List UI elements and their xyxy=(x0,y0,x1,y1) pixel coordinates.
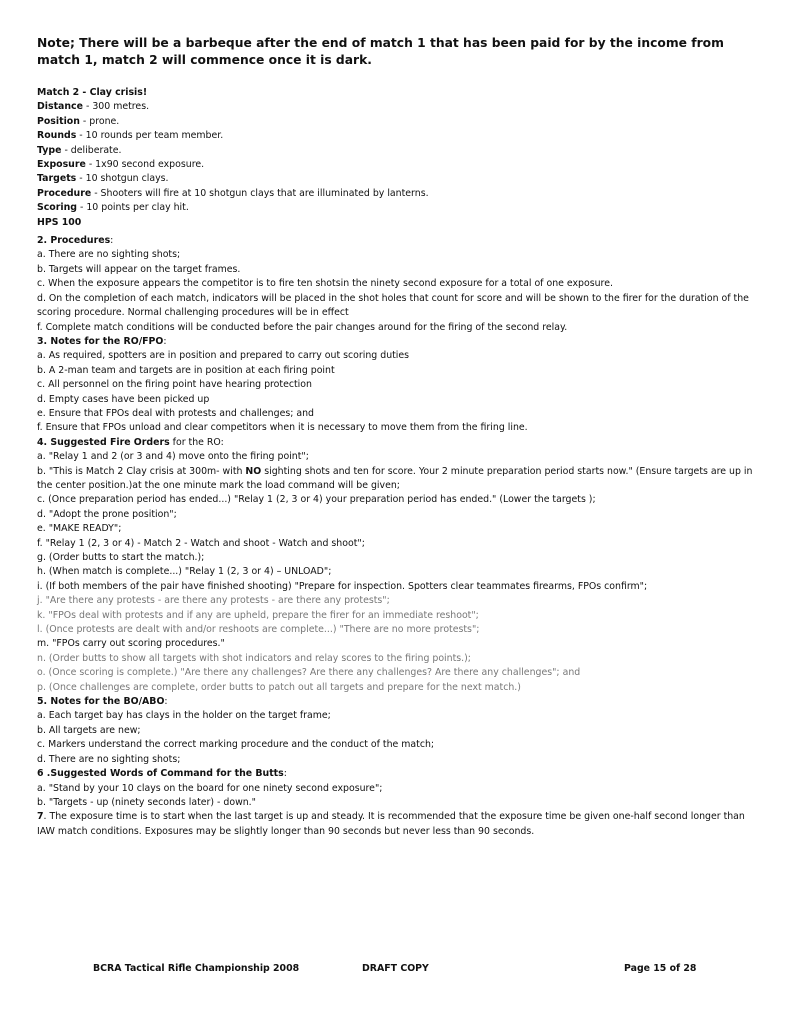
list-item: d. "Adopt the prone position"; xyxy=(37,508,177,520)
scoring-label: Scoring xyxy=(37,202,77,214)
list-item: i. (If both members of the pair have finished shooting) "Prepare for inspection. Spotters clear teammates firearms, FPOs confirm"; xyxy=(37,580,648,592)
rounds-row xyxy=(37,129,762,143)
list-item: o. (Once scoring is complete.) "Are there any challenges? Are there any challenges? Are there any challenges"; and xyxy=(37,667,581,679)
list-item: h. (When match is complete...) "Relay 1 (2, 3 or 4) – UNLOAD"; xyxy=(37,566,332,578)
list-item: f. Ensure that FPOs unload and clear competitors when it is necessary to move them from the firing line. xyxy=(37,422,528,434)
list-item: c. (Once preparation period has ended...) "Relay 1 (2, 3 or 4) your preparation period has ended." (Lower the targets ); xyxy=(37,494,596,506)
fire-orders-section xyxy=(37,436,762,695)
list-item: g. (Order butts to start the match.); xyxy=(37,552,205,563)
list-item: m. "FPOs carry out scoring procedures." xyxy=(37,638,225,650)
scoring-row xyxy=(37,201,762,215)
exposure-time-paragraph: 7. The exposure time is to start when the last target is up and steady. It is recommended that the exposure time be given one-half second longer than IAW match conditions. Exposures may be slightly longer than 90 seconds but never less than 90 seconds. xyxy=(37,811,745,837)
rounds-label: Rounds xyxy=(37,130,77,142)
list-item: b. A 2-man team and targets are in position at each firing point xyxy=(37,364,335,376)
list-item: b. "This is Match 2 Clay crisis at 300m- with NO sighting shots and ten for score. Your 2 minute preparation period starts now." (Ensure targets are up in the center position.)at the one minute mark the load command will be given; xyxy=(37,465,753,491)
bo-notes-section xyxy=(37,695,762,767)
exposure-row xyxy=(37,158,762,172)
list-item: a. As required, spotters are in position and prepared to carry out scoring duties xyxy=(37,350,410,362)
list-item: b. All targets are new; xyxy=(37,724,141,736)
document-body xyxy=(37,86,762,839)
exposure-label: Exposure xyxy=(37,159,86,171)
bo-notes-heading: 5. Notes for the BO/ABO: xyxy=(37,696,168,708)
targets-value: - 10 shotgun clays. xyxy=(76,173,169,185)
list-item: a. Each target bay has clays in the holder on the target frame; xyxy=(37,710,331,722)
footer-page-number: Page 15 of 28 xyxy=(624,963,697,974)
list-item: j. "Are there any protests - are there any protests - are there any protests"; xyxy=(37,595,390,607)
exposure-value: - 1x90 second exposure. xyxy=(85,159,205,171)
list-item: e. Ensure that FPOs deal with protests and challenges; and xyxy=(37,407,315,419)
type-label: Type xyxy=(37,144,62,156)
rounds-value: - 10 rounds per team member. xyxy=(76,130,224,142)
distance-value: - 300 metres. xyxy=(82,101,150,113)
list-item: f. "Relay 1 (2, 3 or 4) - Match 2 - Watch and shoot - Watch and shoot"; xyxy=(37,537,365,549)
barbeque-note: Note; There will be a barbeque after the end of match 1 that has been paid for by the income from match 1, match 2 will commence once it is dark. xyxy=(37,36,724,67)
list-item: k. "FPOs deal with protests and if any are upheld, prepare the firer for an immediate reshoot"; xyxy=(37,609,479,621)
list-item: a. "Relay 1 and 2 (or 3 and 4) move onto the firing point"; xyxy=(37,451,309,463)
list-item: c. All personnel on the firing point have hearing protection xyxy=(37,379,312,391)
type-value: - deliberate. xyxy=(61,144,122,156)
scoring-value: - 10 points per clay hit. xyxy=(76,202,189,214)
position-label: Position xyxy=(37,115,80,127)
list-item: d. There are no sighting shots; xyxy=(37,753,181,765)
list-item: p. (Once challenges are complete, order butts to patch out all targets and prepare for the next match.) xyxy=(37,681,521,693)
ro-notes-section xyxy=(37,335,762,436)
targets-row xyxy=(37,172,762,186)
position-row xyxy=(37,115,762,129)
butts-section xyxy=(37,767,762,810)
position-value: - prone. xyxy=(79,115,120,127)
butts-heading: 6 .Suggested Words of Command for the Butts: xyxy=(37,768,287,780)
list-item: e. "MAKE READY"; xyxy=(37,523,122,535)
procedures-section xyxy=(37,234,762,335)
ro-notes-heading: 3. Notes for the RO/FPO: xyxy=(37,335,167,347)
list-item: c. Markers understand the correct marking procedure and the conduct of the match; xyxy=(37,739,435,751)
list-item: f. Complete match conditions will be conducted before the pair changes around for the firing of the second relay. xyxy=(37,321,568,333)
list-item: c. When the exposure appears the competitor is to fire ten shotsin the ninety second exposure for a total of one exposure. xyxy=(37,278,613,290)
match-title: Match 2 - Clay crisis! xyxy=(37,87,148,98)
list-item: n. (Order butts to show all targets with shot indicators and relay scores to the firing points.); xyxy=(37,652,471,664)
distance-label: Distance xyxy=(37,101,83,113)
match-details xyxy=(37,86,762,230)
list-item: a. "Stand by your 10 clays on the board for one ninety second exposure"; xyxy=(37,782,383,794)
footer-title: BCRA Tactical Rifle Championship 2008 xyxy=(93,963,300,974)
list-item: b. Targets will appear on the target frames. xyxy=(37,263,241,275)
list-item: b. "Targets - up (ninety seconds later) - down." xyxy=(37,796,256,808)
targets-label: Targets xyxy=(37,173,77,185)
footer-draft-label: DRAFT COPY xyxy=(362,963,429,974)
distance-row xyxy=(37,100,762,114)
list-item: d. On the completion of each match, indicators will be placed in the shot holes that count for score and will be shown to the firer for the duration of the scoring procedure. Normal challenging procedures will be in effect xyxy=(37,292,749,319)
hps-row: HPS 100 xyxy=(37,216,82,228)
procedure-value: - Shooters will fire at 10 shotgun clays that are illuminated by lanterns. xyxy=(91,187,429,199)
procedure-row xyxy=(37,187,762,201)
list-item: d. Empty cases have been picked up xyxy=(37,393,210,405)
list-item: a. There are no sighting shots; xyxy=(37,249,181,261)
list-item: l. (Once protests are dealt with and/or reshoots are complete...) "There are no more protests"; xyxy=(37,624,480,636)
procedures-heading: 2. Procedures: xyxy=(37,235,114,247)
fire-orders-heading: 4. Suggested Fire Orders for the RO: xyxy=(37,436,224,448)
procedure-label: Procedure xyxy=(37,187,92,199)
type-row xyxy=(37,144,762,158)
